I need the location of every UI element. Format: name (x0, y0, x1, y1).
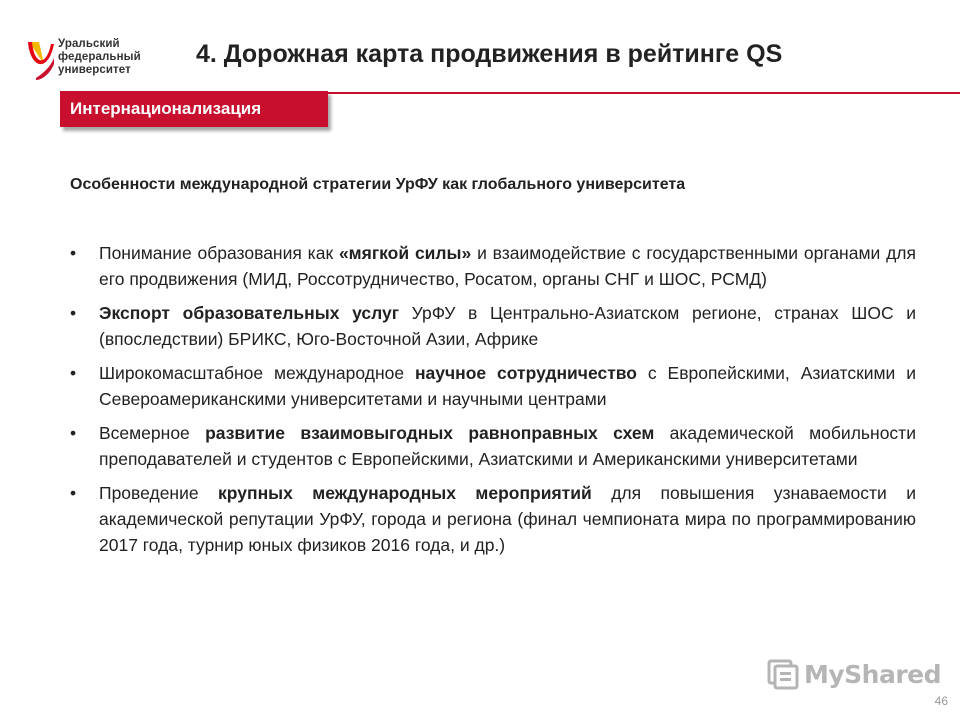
bullet-emphasis: «мягкой силы» (338, 243, 472, 263)
bullet-text: Широкомасштабное международное (99, 363, 415, 383)
bullet-list (70, 240, 916, 566)
bullet-text: и взаимодействие с государственными органами для его продвижения (МИД, Россотрудничество, Росатом, органы СНГ и ШОС, РСМД) (99, 243, 916, 289)
bullet-item (70, 240, 916, 292)
section-subtitle: Особенности международной стратегии УрФУ как глобального университета (70, 176, 686, 193)
section-tab: Интернационализация (60, 91, 328, 127)
bullet-text: с Европейскими, Азиатскими и Североамериканскими университетами и научными центрами (99, 363, 916, 409)
bullet-marker: • (70, 483, 77, 503)
bullet-marker: • (70, 423, 77, 443)
university-logo (26, 36, 166, 86)
page-number: 46 (934, 694, 948, 708)
urfu-logo-icon (26, 38, 56, 82)
watermark-text: MyShared (804, 659, 942, 689)
bullet-text: академической мобильности преподавателей и студентов с Европейскими, Азиатскими и Американскими университетами (99, 423, 916, 469)
university-name: Уральский федеральный университет (58, 38, 141, 76)
bullet-item (70, 480, 916, 558)
bullet-emphasis: Экспорт образовательных услуг (99, 303, 400, 323)
myshared-logo-icon (766, 657, 800, 691)
bullet-marker: • (70, 243, 77, 263)
page-title: 4. Дорожная карта продвижения в рейтинге QS (196, 40, 783, 68)
bullet-text: Проведение (99, 483, 219, 503)
bullet-text: Всемерное (99, 423, 206, 443)
bullet-item (70, 360, 916, 412)
bullet-item (70, 300, 916, 352)
bullet-text: УрФУ в Центрально-Азиатском регионе, странах ШОС и (впоследствии) БРИКС, Юго-Восточной Азии, Африке (99, 303, 917, 349)
myshared-watermark (766, 656, 941, 692)
bullet-marker: • (70, 303, 77, 323)
bullet-text: Понимание образования как (99, 243, 339, 263)
bullet-emphasis: развитие взаимовыгодных равноправных схем (205, 423, 655, 443)
bullet-text: для повышения узнаваемости и академической репутации УрФУ, города и региона (финал чемпионата мира по программированию 2017 года, турнир юных физиков 2016 года, и др.) (99, 483, 916, 555)
bullet-marker: • (70, 363, 77, 383)
bullet-item (70, 420, 916, 472)
bullet-emphasis: научное сотрудничество (414, 363, 637, 383)
bullet-emphasis: крупных международных мероприятий (218, 483, 592, 503)
